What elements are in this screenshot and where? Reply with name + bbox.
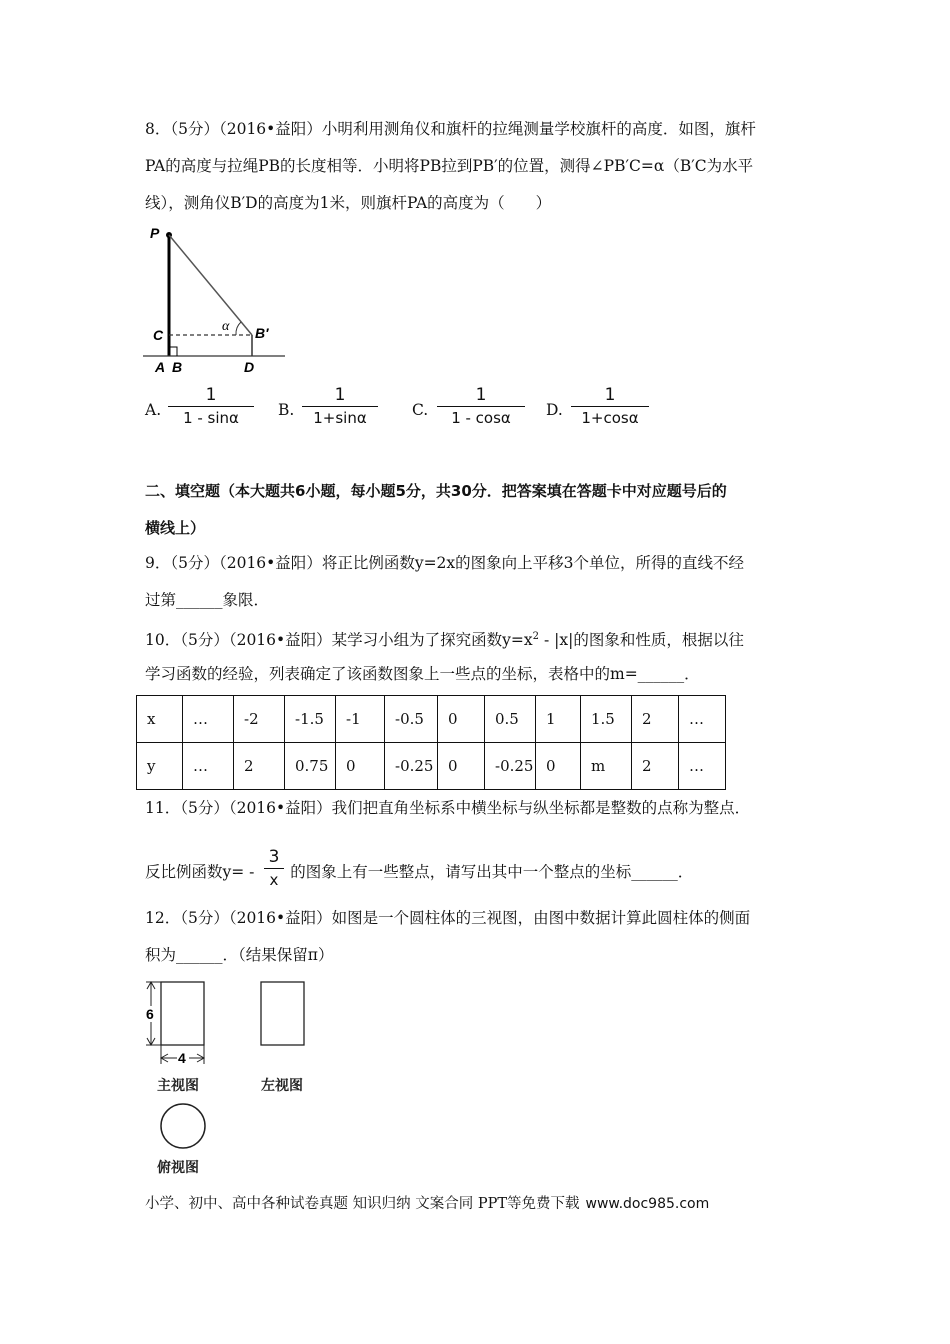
table-cell: m <box>581 743 632 790</box>
q11-fraction <box>264 848 284 889</box>
table-cell: -1.5 <box>285 696 336 743</box>
q11-den: x <box>269 871 279 889</box>
q12-three-views <box>138 978 338 1158</box>
label-p: P <box>150 225 160 241</box>
table-cell: 1 <box>536 696 581 743</box>
height-label: 6 <box>146 1006 154 1022</box>
label-b: B <box>172 359 183 375</box>
q10-line1-b: - |x|的图象和性质，根据以往 <box>539 631 744 650</box>
left-view-rect <box>261 982 304 1045</box>
table-cell: 0 <box>438 696 485 743</box>
width-label: 4 <box>178 1050 186 1066</box>
angle-arc <box>236 322 241 335</box>
q10-line1 <box>145 627 744 650</box>
footer-text: 小学、初中、高中各种试卷真题 知识归纳 文案合同 PPT等免费下载 <box>145 1196 580 1212</box>
label-alpha: α <box>222 319 230 334</box>
table-cell: 0 <box>536 743 581 790</box>
table-cell: 0.75 <box>285 743 336 790</box>
table-cell: 0 <box>336 743 385 790</box>
table-row-x <box>137 696 726 743</box>
q11-post: 的图象上有一些整点，请写出其中一个整点的坐标______． <box>290 863 694 881</box>
option-a-label: A. <box>145 401 162 419</box>
option-d-den: 1+cosα <box>581 409 639 427</box>
label-b-prime: B′ <box>255 325 269 341</box>
table-cell: 2 <box>632 743 679 790</box>
option-c-den: 1 - cosα <box>451 409 511 427</box>
q9-line2: 过第______象限． <box>145 591 270 609</box>
q11-line1: 11．（5分）（2016•益阳）我们把直角坐标系中横坐标与纵坐标都是整数的点称为整点． <box>145 799 751 817</box>
footer-url[interactable]: www.doc985.com <box>585 1196 710 1212</box>
top-view-label: 俯视图 <box>157 1160 199 1176</box>
option-c-fraction <box>437 386 525 427</box>
table-cell: … <box>183 696 234 743</box>
option-a-num: 1 <box>205 385 217 405</box>
table-cell: 2 <box>234 743 285 790</box>
option-c-label: C. <box>412 401 429 419</box>
label-d: D <box>244 359 255 375</box>
footer <box>145 1192 709 1213</box>
front-view-rect <box>161 982 204 1045</box>
table-cell: … <box>679 743 726 790</box>
q8-line2: PA的高度与拉绳PB的长度相等．小明将PB拉到PB′的位置，测得∠PB′C=α（B′C为水平 <box>145 157 754 175</box>
q11-line2 <box>145 862 693 882</box>
q12-line2: 积为______．（结果保留π） <box>145 946 334 964</box>
table-cell: -0.25 <box>385 743 438 790</box>
q10-table <box>136 695 726 790</box>
table-cell: -0.5 <box>385 696 438 743</box>
table-cell: x <box>137 696 183 743</box>
rope-pb-prime <box>169 235 252 335</box>
table-row-y <box>137 743 726 790</box>
q10-line2: 学习函数的经验，列表确定了该函数图象上一些点的坐标，表格中的m=______． <box>145 665 700 683</box>
table-cell: -2 <box>234 696 285 743</box>
top-view-circle <box>161 1104 205 1148</box>
table-cell: … <box>183 743 234 790</box>
front-view-label: 主视图 <box>157 1078 199 1094</box>
q11-num: 3 <box>268 847 280 867</box>
table-cell: -0.25 <box>485 743 536 790</box>
q10-exponent: 2 <box>532 631 540 642</box>
option-d-fraction <box>571 386 649 427</box>
label-a: A <box>155 359 166 375</box>
option-a-fraction <box>168 386 254 427</box>
table-cell: 2 <box>632 696 679 743</box>
label-c: C <box>153 327 164 343</box>
table-cell: y <box>137 743 183 790</box>
q8-figure <box>140 222 290 377</box>
q9-line1: 9．（5分）（2016•益阳）将正比例函数y=2x的图象向上平移3个单位，所得的直线不经 <box>145 554 745 572</box>
option-d-num: 1 <box>604 385 616 405</box>
q12-line1: 12．（5分）（2016•益阳）如图是一个圆柱体的三视图，由图中数据计算此圆柱体的侧面 <box>145 909 751 927</box>
option-a-den: 1 - sinα <box>183 409 239 427</box>
q8-line3: 线），测角仪B′D的高度为1米，则旗杆PA的高度为（ ） <box>145 194 552 212</box>
q11-pre: 反比例函数y= - <box>145 863 255 881</box>
option-c-num: 1 <box>475 385 487 405</box>
section2-heading-line2: 横线上） <box>145 519 206 537</box>
table-cell: … <box>679 696 726 743</box>
option-b-den: 1+sinα <box>313 409 367 427</box>
table-cell: 0 <box>438 743 485 790</box>
option-b-fraction <box>302 386 378 427</box>
left-view-label: 左视图 <box>261 1078 303 1094</box>
option-b-num: 1 <box>334 385 346 405</box>
table-cell: 1.5 <box>581 696 632 743</box>
table-cell: 0.5 <box>485 696 536 743</box>
section2-heading-line1: 二、填空题（本大题共6小题，每小题5分，共30分．把答案填在答题卡中对应题号后的 <box>145 482 727 500</box>
q8-line1: 8．（5分）（2016•益阳）小明利用测角仪和旗杆的拉绳测量学校旗杆的高度．如图，旗杆 <box>145 120 756 138</box>
q10-line1-a: 10．（5分）（2016•益阳）某学习小组为了探究函数y=x <box>145 631 533 650</box>
table-cell: -1 <box>336 696 385 743</box>
option-d-label: D. <box>546 401 563 419</box>
option-b-label: B. <box>278 401 295 419</box>
